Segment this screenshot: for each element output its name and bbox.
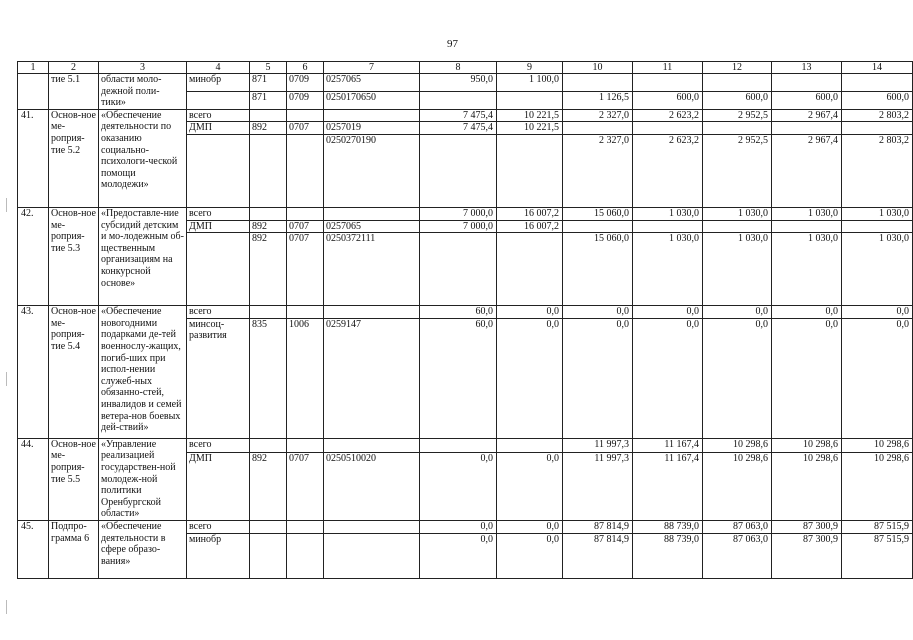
cell-rzpr	[287, 134, 324, 207]
cell-grbs	[250, 134, 287, 207]
program-stage: Подпро-грамма 6	[49, 520, 99, 578]
cell-c14: 2 803,2	[842, 134, 913, 207]
cell-csr: 0250510020	[324, 452, 420, 520]
cell-grbs	[250, 207, 287, 220]
cell-c14: 1 030,0	[842, 207, 913, 220]
cell-grbs	[250, 109, 287, 122]
cell-c14: 10 298,6	[842, 452, 913, 520]
table-row	[18, 109, 913, 122]
cell-c11	[633, 220, 703, 233]
cell-c12	[703, 74, 772, 92]
cell-c13: 1 030,0	[772, 233, 842, 306]
cell-executor: всего	[187, 207, 250, 220]
cell-c8	[420, 134, 497, 207]
cell-c11: 600,0	[633, 91, 703, 109]
cell-grbs	[250, 438, 287, 452]
column-number: 11	[633, 62, 703, 74]
cell-executor: всего	[187, 438, 250, 452]
cell-csr	[324, 520, 420, 533]
margin-mark	[6, 198, 7, 212]
cell-csr: 0250170650	[324, 91, 420, 109]
cell-executor	[187, 91, 250, 109]
cell-c13: 10 298,6	[772, 452, 842, 520]
cell-executor: всего	[187, 109, 250, 122]
cell-c13: 0,0	[772, 306, 842, 319]
cell-c13: 2 967,4	[772, 134, 842, 207]
cell-c11: 2 623,2	[633, 134, 703, 207]
cell-c14: 87 515,9	[842, 533, 913, 578]
cell-csr: 0250270190	[324, 134, 420, 207]
cell-c9: 0,0	[497, 452, 563, 520]
cell-c8	[420, 233, 497, 306]
cell-c11: 0,0	[633, 306, 703, 319]
cell-c9	[497, 233, 563, 306]
cell-c12: 1 030,0	[703, 207, 772, 220]
column-number: 10	[563, 62, 633, 74]
cell-rzpr	[287, 520, 324, 533]
column-number: 1	[18, 62, 49, 74]
row-number	[18, 74, 49, 110]
cell-c10: 0,0	[563, 306, 633, 319]
cell-csr	[324, 207, 420, 220]
cell-c9: 1 100,0	[497, 74, 563, 92]
cell-c12: 0,0	[703, 306, 772, 319]
cell-c14	[842, 220, 913, 233]
cell-csr	[324, 438, 420, 452]
budget-table	[17, 61, 913, 579]
cell-c9: 16 007,2	[497, 220, 563, 233]
cell-c12	[703, 220, 772, 233]
cell-executor: ДМП	[187, 122, 250, 135]
cell-c14: 10 298,6	[842, 438, 913, 452]
column-number: 12	[703, 62, 772, 74]
cell-c11: 11 167,4	[633, 438, 703, 452]
cell-c13: 10 298,6	[772, 438, 842, 452]
column-number: 2	[49, 62, 99, 74]
cell-rzpr	[287, 438, 324, 452]
cell-c9: 0,0	[497, 520, 563, 533]
cell-c11: 88 739,0	[633, 533, 703, 578]
cell-grbs	[250, 306, 287, 319]
cell-rzpr: 0707	[287, 233, 324, 306]
table-row	[18, 74, 913, 92]
cell-c13: 87 300,9	[772, 520, 842, 533]
cell-executor: всего	[187, 520, 250, 533]
cell-c8: 950,0	[420, 74, 497, 92]
cell-c14: 0,0	[842, 306, 913, 319]
program-stage: Основ-ное ме-роприя-тие 5.4	[49, 306, 99, 439]
cell-c12: 2 952,5	[703, 134, 772, 207]
row-number: 45.	[18, 520, 49, 578]
cell-c10: 1 126,5	[563, 91, 633, 109]
cell-rzpr: 0707	[287, 122, 324, 135]
column-number: 5	[250, 62, 287, 74]
cell-c14	[842, 122, 913, 135]
cell-c8: 0,0	[420, 520, 497, 533]
column-number: 3	[99, 62, 187, 74]
table-row	[18, 438, 913, 452]
cell-c8: 7 475,4	[420, 122, 497, 135]
cell-c8: 7 475,4	[420, 109, 497, 122]
cell-rzpr	[287, 109, 324, 122]
cell-c10: 11 997,3	[563, 438, 633, 452]
measure-name: области моло-дежной поли-тики»	[99, 74, 187, 110]
cell-c9: 0,0	[497, 306, 563, 319]
cell-executor: минобр	[187, 74, 250, 92]
cell-rzpr: 0709	[287, 91, 324, 109]
cell-c13	[772, 122, 842, 135]
column-number: 9	[497, 62, 563, 74]
cell-grbs: 871	[250, 91, 287, 109]
cell-c10: 2 327,0	[563, 109, 633, 122]
measure-name: «Обеспечение деятельности по оказанию социально-психологи-ческой помощи молодежи»	[99, 109, 187, 207]
cell-c13	[772, 74, 842, 92]
cell-c13: 600,0	[772, 91, 842, 109]
cell-rzpr: 1006	[287, 318, 324, 438]
cell-executor	[187, 233, 250, 306]
cell-c10: 87 814,9	[563, 520, 633, 533]
cell-csr: 0259147	[324, 318, 420, 438]
cell-rzpr: 0707	[287, 220, 324, 233]
cell-c11	[633, 74, 703, 92]
cell-c8: 60,0	[420, 306, 497, 319]
cell-c10	[563, 74, 633, 92]
cell-c13: 2 967,4	[772, 109, 842, 122]
cell-c12: 1 030,0	[703, 233, 772, 306]
row-number: 43.	[18, 306, 49, 439]
column-number: 7	[324, 62, 420, 74]
cell-c11: 0,0	[633, 318, 703, 438]
measure-name: «Предоставле-ние субсидий детским и мо-лодежным об-щественным организациям на конкурсной основе»	[99, 207, 187, 305]
cell-c11: 1 030,0	[633, 233, 703, 306]
cell-grbs: 835	[250, 318, 287, 438]
margin-mark	[6, 600, 7, 614]
cell-c14	[842, 74, 913, 92]
cell-grbs	[250, 533, 287, 578]
measure-name: «Обеспечение новогодними подарками де-тей военнослу-жащих, погиб-ших при испол-нении служеб-ных обязанно-стей, инвалидов и семей ветера-нов боевых дей-ствий»	[99, 306, 187, 439]
cell-c13: 1 030,0	[772, 207, 842, 220]
cell-c9: 10 221,5	[497, 122, 563, 135]
cell-rzpr	[287, 207, 324, 220]
cell-c10: 15 060,0	[563, 207, 633, 220]
cell-c12: 2 952,5	[703, 109, 772, 122]
cell-c12: 87 063,0	[703, 533, 772, 578]
cell-c8	[420, 91, 497, 109]
cell-c14: 600,0	[842, 91, 913, 109]
cell-c14: 2 803,2	[842, 109, 913, 122]
cell-c12: 10 298,6	[703, 438, 772, 452]
cell-c13: 0,0	[772, 318, 842, 438]
cell-c10	[563, 122, 633, 135]
cell-csr: 0257065	[324, 74, 420, 92]
cell-csr	[324, 306, 420, 319]
cell-executor	[187, 134, 250, 207]
cell-grbs: 892	[250, 233, 287, 306]
cell-c9	[497, 134, 563, 207]
cell-executor: минсоц-развития	[187, 318, 250, 438]
column-number: 6	[287, 62, 324, 74]
measure-name: «Управление реализацией государствен-ной молодеж-ной политики Оренбургской области»	[99, 438, 187, 520]
cell-c10: 87 814,9	[563, 533, 633, 578]
cell-grbs: 892	[250, 452, 287, 520]
cell-rzpr: 0709	[287, 74, 324, 92]
row-number: 42.	[18, 207, 49, 305]
cell-c8: 0,0	[420, 452, 497, 520]
cell-c12: 10 298,6	[703, 452, 772, 520]
cell-c10: 11 997,3	[563, 452, 633, 520]
table-row	[18, 306, 913, 319]
cell-c13: 87 300,9	[772, 533, 842, 578]
row-number: 41.	[18, 109, 49, 207]
cell-c12: 600,0	[703, 91, 772, 109]
cell-c10: 15 060,0	[563, 233, 633, 306]
cell-grbs: 892	[250, 220, 287, 233]
column-number: 8	[420, 62, 497, 74]
table-row	[18, 520, 913, 533]
cell-executor: минобр	[187, 533, 250, 578]
cell-c11: 88 739,0	[633, 520, 703, 533]
cell-c9	[497, 438, 563, 452]
column-number: 4	[187, 62, 250, 74]
program-stage: тие 5.1	[49, 74, 99, 110]
cell-executor: ДМП	[187, 220, 250, 233]
cell-executor: ДМП	[187, 452, 250, 520]
cell-c11: 11 167,4	[633, 452, 703, 520]
cell-c9: 0,0	[497, 318, 563, 438]
cell-rzpr	[287, 533, 324, 578]
cell-c8: 0,0	[420, 533, 497, 578]
program-stage: Основ-ное ме-роприя-тие 5.2	[49, 109, 99, 207]
program-stage: Основ-ное ме-роприя-тие 5.5	[49, 438, 99, 520]
cell-grbs	[250, 520, 287, 533]
cell-rzpr	[287, 306, 324, 319]
row-number: 44.	[18, 438, 49, 520]
cell-c8	[420, 438, 497, 452]
cell-c9: 10 221,5	[497, 109, 563, 122]
cell-c10: 0,0	[563, 318, 633, 438]
program-stage: Основ-ное ме-роприя-тие 5.3	[49, 207, 99, 305]
cell-csr: 0257019	[324, 122, 420, 135]
cell-c10	[563, 220, 633, 233]
cell-c12: 0,0	[703, 318, 772, 438]
cell-c8: 7 000,0	[420, 220, 497, 233]
margin-mark	[6, 372, 7, 386]
cell-c9: 0,0	[497, 533, 563, 578]
column-number: 14	[842, 62, 913, 74]
cell-c12	[703, 122, 772, 135]
cell-c11: 2 623,2	[633, 109, 703, 122]
cell-c10: 2 327,0	[563, 134, 633, 207]
cell-executor: всего	[187, 306, 250, 319]
table-row	[18, 207, 913, 220]
cell-c12: 87 063,0	[703, 520, 772, 533]
cell-csr: 0250372111	[324, 233, 420, 306]
cell-c14: 1 030,0	[842, 233, 913, 306]
cell-c11: 1 030,0	[633, 207, 703, 220]
cell-c9: 16 007,2	[497, 207, 563, 220]
column-number: 13	[772, 62, 842, 74]
cell-c14: 0,0	[842, 318, 913, 438]
cell-grbs: 871	[250, 74, 287, 92]
measure-name: «Обеспечение деятельности в сфере образо-вания»	[99, 520, 187, 578]
cell-rzpr: 0707	[287, 452, 324, 520]
cell-c9	[497, 91, 563, 109]
cell-csr: 0257065	[324, 220, 420, 233]
cell-c11	[633, 122, 703, 135]
cell-csr	[324, 533, 420, 578]
page-number: 97	[447, 38, 458, 50]
cell-grbs: 892	[250, 122, 287, 135]
cell-c13	[772, 220, 842, 233]
cell-csr	[324, 109, 420, 122]
column-number-row	[18, 62, 913, 74]
cell-c8: 7 000,0	[420, 207, 497, 220]
cell-c8: 60,0	[420, 318, 497, 438]
cell-c14: 87 515,9	[842, 520, 913, 533]
